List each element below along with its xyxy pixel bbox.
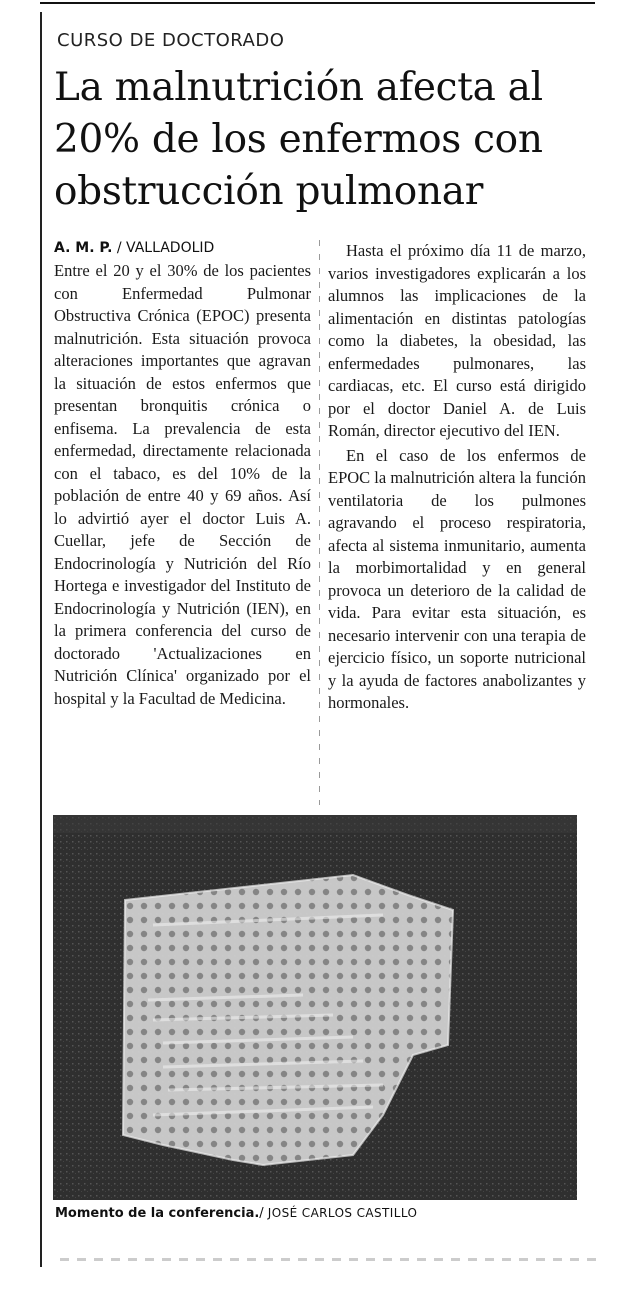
body-paragraph: En el caso de los enfermos de EPOC la malnutrición altera la función ventilatoria de los pulmones agravando el proceso respiratoria, afecta al sistema inmunitario, aumenta la morbimortalidad y en general provoca un deterioro de la calidad de vida. Para evitar esta situación, es necesario intervenir con una terapia de ejercicio físico, un soporte nutricional y la ayuda de factores anabolizantes y hormonales.: [328, 445, 586, 712]
body-paragraph: Entre el 20 y el 30% de los pacientes con Enfermedad Pulmonar Obstructiva Crónica (EPOC) presenta malnutrición. Esta situación provoca alteraciones importantes que agravan la situación de estos enfermos que presentan bronquitis crónica o enfisema. La prevalencia de esta enfermedad, directamente relacionada con el tabaco, es del 10% de la población de entre 40 y 69 años. Así lo advirtió ayer el doctor Luis A. Cuellar, jefe de Sección de Endocrinología y Nutrición del Río Hortega e investigador del Instituto de Endocrinología y Nutrición (IEN), en la primera conferencia del curso de doctorado 'Actualizaciones en Nutrición Clínica' organizado por el hospital y la Facultad de Medicina.: [54, 261, 311, 708]
headline-line: 20% de los enfermos con: [54, 117, 543, 162]
left-margin-rule: [40, 12, 42, 1267]
section-kicker: CURSO DE DOCTORADO: [57, 30, 285, 51]
headline-line: La malnutrición afecta al: [54, 65, 543, 110]
headline-line: obstrucción pulmonar: [54, 169, 484, 214]
column-divider: [319, 240, 320, 805]
conference-photo: [53, 815, 577, 1200]
photo-credit: JOSÉ CARLOS CASTILLO: [267, 1206, 418, 1220]
caption-text: Momento de la conferencia.: [55, 1206, 260, 1221]
caption-separator: /: [259, 1206, 268, 1221]
top-rule: [40, 2, 595, 4]
article-column-right: [328, 240, 586, 715]
headline: [54, 62, 624, 218]
body-paragraph: Hasta el próximo día 11 de marzo, varios investigadores explicarán a los alumnos las implicaciones de la alimentación en distintas patologías como la diabetes, la obesidad, las enfermedades pulmonares, las cardiacas, etc. El curso está dirigido por el doctor Daniel A. de Luis Román, director ejecutivo del IEN.: [328, 241, 586, 440]
article-column-left: [54, 260, 311, 710]
conference-photo-illustration: [53, 815, 577, 1200]
scan-edge-noise: [60, 1258, 600, 1261]
byline-author: A. M. P.: [54, 240, 113, 256]
byline: [54, 240, 214, 256]
byline-place: VALLADOLID: [126, 240, 215, 256]
photo-caption: [55, 1206, 417, 1221]
byline-separator: /: [112, 240, 127, 256]
